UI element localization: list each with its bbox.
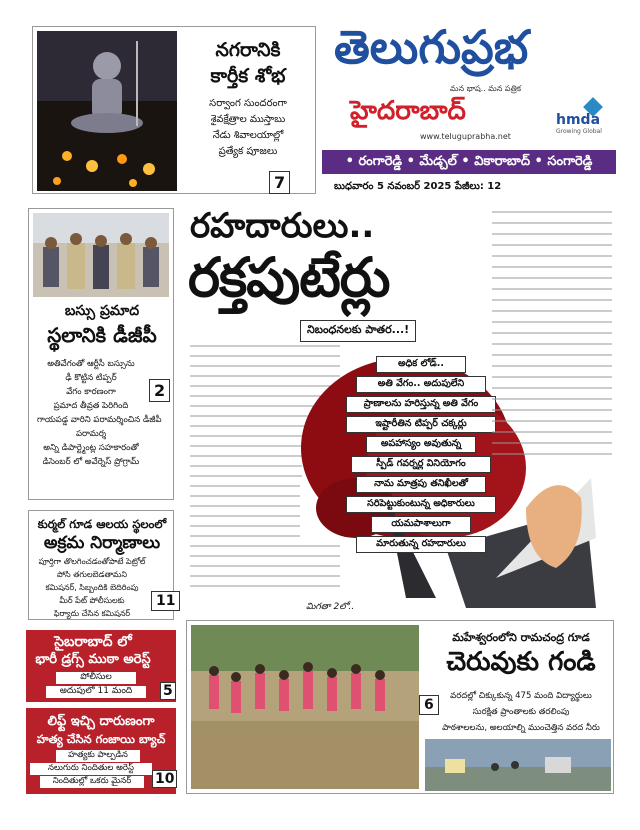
dgp-line: గాయపడ్డ వారిని పరామర్శించిన డీజీపీ bbox=[37, 415, 162, 425]
dgp-lines bbox=[37, 357, 162, 469]
hmda-logo bbox=[556, 100, 606, 136]
kurmal-lines bbox=[33, 555, 151, 620]
teaser-karthika-box[interactable] bbox=[32, 26, 316, 194]
dgp-line: అన్ని డిపార్ట్మెంట్ల సహకారంతో bbox=[43, 443, 139, 453]
callout: నామ మాత్రపు తనిఖీలతో bbox=[356, 476, 486, 493]
district-list: • రంగారెడ్డి • మేడ్చల్ • వికారాబాద్ • సంగారెడ్డి bbox=[345, 154, 593, 169]
callout: ప్రాణాలను హరిస్తున్న అతి వేగం bbox=[346, 396, 496, 413]
dgp-line: డిసెంబర్ లో అవేర్నెస్ ప్రోగ్రామ్ bbox=[42, 457, 140, 467]
page-ref-2: 2 bbox=[149, 379, 170, 402]
cheruvu-story-box[interactable] bbox=[186, 620, 614, 794]
callout: ఇష్టారీతిన టిప్పర్ చక్కర్లు bbox=[346, 416, 496, 433]
drugs-teaser-box[interactable] bbox=[26, 630, 176, 702]
kurmal-line: పూర్తిగా తొలగించడంతోపాటే పెట్రోల్ bbox=[38, 557, 146, 566]
ganja-headline-2: హత్య చేసిన గంజాయి బ్యాచ్ bbox=[36, 732, 166, 746]
ganja-sub-3: నిందితుల్లో ఒకరు మైనర్ bbox=[40, 776, 144, 788]
dgp-headline-1: బస్సు ప్రమాద bbox=[64, 303, 140, 319]
lead-right-column bbox=[492, 206, 612, 466]
ganja-sub-2: నలుగురు నిందితుల అరెస్ట్ bbox=[30, 763, 152, 775]
kurmal-line: పోసి తగులబెడతామని bbox=[56, 570, 128, 579]
callout: స్పీడ్ గవర్నర్ల వినియోగం bbox=[351, 456, 491, 473]
lead-callouts bbox=[346, 356, 496, 556]
drugs-sub-2: అదుపులో 11 మంది bbox=[46, 686, 146, 698]
kurmal-line: ఫిర్యాదు చేసిన కమిషనర్ bbox=[53, 609, 131, 618]
teaser-line-3: నేడు శివాలయాల్లో bbox=[212, 130, 284, 141]
website-url: www.teluguprabha.net bbox=[420, 132, 511, 141]
drugs-headline-1: సైబరాబాద్ లో bbox=[54, 634, 132, 650]
page-ref-5: 5 bbox=[160, 682, 176, 700]
callout: అపహాస్యం అవుతున్న bbox=[366, 436, 476, 453]
cheruvu-kicker: మహేశ్వరంలోని రామచంద్ర గూడ bbox=[452, 631, 590, 644]
drugs-sub-1: పోలీసుల bbox=[56, 672, 136, 684]
flood-road-photo bbox=[425, 739, 611, 791]
ganja-headline-1: లిఫ్ట్ ఇచ్చి దారుణంగా bbox=[47, 714, 155, 729]
page-ref-7: 7 bbox=[269, 171, 290, 194]
flood-students-photo bbox=[191, 625, 419, 789]
hmda-sub: Growing Global bbox=[556, 128, 602, 135]
cheruvu-line-1: వరదల్లో చిక్కుకున్న 475 మంది విద్యార్థులు bbox=[450, 691, 592, 701]
teaser-line-1: సర్వాంగ సుందరంగా bbox=[209, 98, 287, 109]
ganja-teaser-box[interactable] bbox=[26, 708, 176, 794]
dgp-teaser-box[interactable] bbox=[28, 208, 174, 500]
dgp-line: వేగం కారణంగా bbox=[66, 387, 116, 397]
lead-kicker: నిబంధనలకు పాతర...! bbox=[300, 320, 416, 342]
cheruvu-line-2: సురక్షిత ప్రాంతాలకు తరలింపు bbox=[472, 707, 570, 717]
dgp-line: ప్రమాద తీవ్రత పెరిగింది bbox=[53, 401, 129, 411]
masthead-tagline: మన భాష.. మన పత్రిక bbox=[450, 84, 522, 93]
dgp-line: పరామర్శ bbox=[75, 429, 107, 439]
page-ref-6: 6 bbox=[419, 695, 439, 715]
hmda-text: hmda bbox=[556, 112, 601, 128]
callout: యమపాశాలుగా bbox=[371, 516, 471, 533]
kurmal-teaser-box[interactable] bbox=[28, 510, 174, 620]
lord-shiva-photo bbox=[37, 31, 177, 191]
lead-headline-1: రహదారులు.. bbox=[190, 206, 375, 246]
teaser-headline-1: నగరానికి bbox=[215, 39, 281, 61]
dgp-line: ఢీ కొట్టిన టిప్పర్ bbox=[65, 373, 117, 383]
page-ref-11: 11 bbox=[151, 591, 180, 611]
district-bar bbox=[322, 150, 616, 174]
dgp-headline-2: స్థలానికి డీజీపీ bbox=[47, 323, 157, 347]
kurmal-line: కమిషనర్, సిబ్బందికి బెదిరింపు bbox=[45, 583, 139, 592]
callout: అతి వేగం.. అదుపులేని bbox=[356, 376, 486, 393]
callout: సరిపెట్టుకుంటున్న అధికారులు bbox=[346, 496, 496, 513]
teaser-line-4: ప్రత్యేక పూజలు bbox=[218, 146, 278, 157]
teaser-line-2: శైవక్షేత్రాల ముస్తాబు bbox=[210, 114, 286, 125]
page-ref-10: 10 bbox=[152, 770, 177, 788]
dateline: బుధవారం 5 నవంబర్ 2025 పేజీలు: 12 bbox=[334, 181, 502, 192]
dgp-site-photo bbox=[33, 213, 169, 297]
callout: మారుతున్న రహదారులు bbox=[356, 536, 486, 553]
cheruvu-line-3: పాఠశాలలను, అలయాల్ని ముంచెత్తిన వరద నీరు bbox=[442, 723, 600, 733]
lead-continued[interactable]: మిగతా 2లో.. bbox=[306, 602, 355, 612]
dgp-line: అతివేగంతో ఆర్టీసీ బస్సును bbox=[47, 359, 135, 369]
kurmal-headline-1: కుర్మల్ గూడ ఆలయ స్థలంలో bbox=[37, 517, 167, 531]
cheruvu-headline: చెరువుకు గండి bbox=[446, 647, 596, 677]
ganja-sub-1: హత్యకు పాల్పడిన bbox=[56, 750, 140, 762]
kurmal-line: మీర్ పేట్ పోలీసులకు bbox=[59, 596, 125, 605]
edition-name: హైదరాబాద్ bbox=[350, 96, 466, 126]
kurmal-headline-2: అక్రమ నిర్మాణాలు bbox=[43, 533, 161, 553]
lead-headline-2: రక్తపుటేర్లు bbox=[188, 246, 390, 309]
drugs-headline-2: భారీ డ్రగ్స్ ముఠా అరెస్ట్ bbox=[35, 652, 151, 667]
teaser-headline-2: కార్తీక శోభ bbox=[210, 65, 286, 87]
callout: అధిక లోడ్.. bbox=[376, 356, 466, 373]
masthead-title: తెలుగుప్రభ bbox=[334, 20, 529, 74]
